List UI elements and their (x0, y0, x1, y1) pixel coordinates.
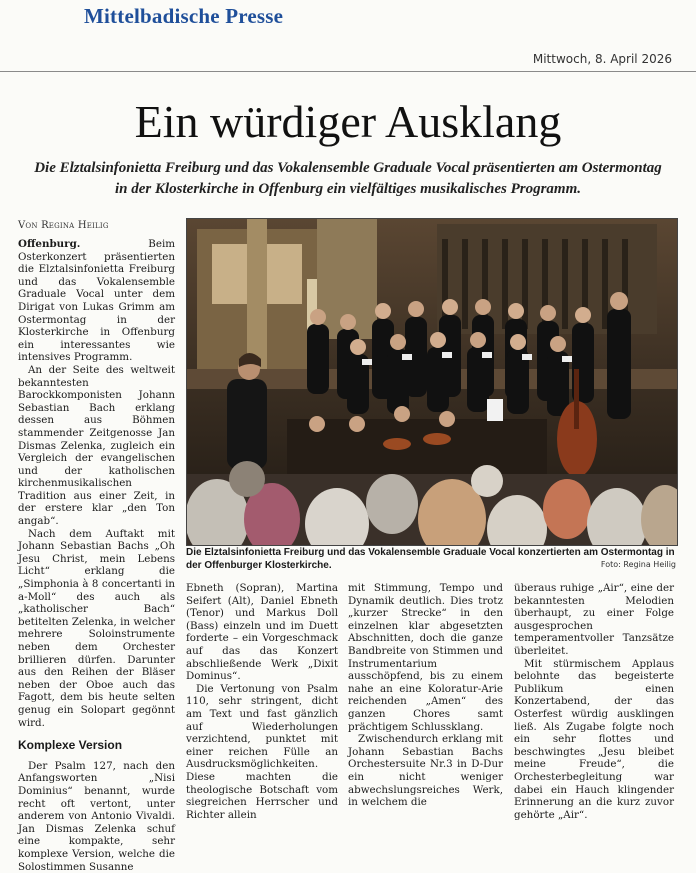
article-column-4 (514, 582, 674, 821)
paragraph-8: Zwischendurch erklang mit Johann Sebastian Bachs Orchestersuite Nr.3 in D-Dur ein nicht weniger abwechslungsreiches Werk, in welchem die (348, 733, 503, 809)
paragraph-5: Ebneth (Sopran), Martina Seifert (Alt), Daniel Ebneth (Tenor) und Markus Doll (Bass) einzeln und im Duett forderte – ein Vorgeschmack auf das das Konzert abschließende Werk „Dixit Dominus“. (186, 582, 338, 683)
photo-credit: Foto: Regina Heilig (600, 560, 676, 569)
paragraph-4: Der Psalm 127, nach den Anfangsworten „Nisi Dominius“ benannt, wurde recht oft vertont, unter anderem von Antonio Vivaldi. Jan Dismas Zelenka schuf eine kompakte, sehr komplexe Version, welche die Solostimmen Susanne (18, 759, 175, 873)
headline: Ein würdiger Ausklang (134, 96, 562, 147)
photo-caption: Die Elztalsinfonietta Freiburg und das Vokalensemble Graduale Vocal konzertierten am Ostermontag in der Offenburger Klosterkirche. (186, 547, 675, 571)
paragraph-2: An der Seite des weltweit bekanntesten Barockkomponisten Johann Sebastian Bach erklang dessen aus Böhmen stammender Zeitgenosse Jan Dismas Zelenka, zugleich ein Vergleich der evangelischen und der katholischen kirchenmusikalischen Tradition aus einer Zeit, in der erstere klar „den Ton angab“. (18, 363, 175, 528)
paragraph-7: mit Stimmung, Tempo und Dynamik deutlich. Dies trotz „kurzer Strecke“ in den einzelnen klar abgesetzten Abschnitten, doch die ganze Bandbreite von Stimmen und Instrumentarium ausschöpfend, bis zu einem nahe an eine Koloratur-Arie reichenden „Amen“ des ganzen Chores samt prächtigem Schlussklang. (348, 582, 503, 733)
paragraph-6: Die Vertonung von Psalm 110, sehr stringent, dicht am Text und fast gänzlich auf Wiederholungen verzichtend, punktet mit einer reichen Fülle an Ausdrucksmöglichkeiten. Diese machten die theologische Botschaft vom siegreichen Herrscher und Richter allein (186, 682, 338, 821)
paragraph-1-text: Beim Osterkonzert präsentierten die Elztalsinfonietta Freiburg und das Vokalensemble Graduale Vocal unter dem Dirigat von Lukas Grimm am Ostermontag in der Klosterkirche in Offenburg ein interessantes wie intensives Programm. (18, 238, 175, 364)
article-column-3 (348, 582, 503, 809)
paragraph-9: überaus ruhige „Air“, eine der bekanntesten Melodien überhaupt, zu einer Folge ausgesprochen temperamentvoller Tanzsätze überleitet. (514, 582, 674, 657)
concert-photo (186, 218, 678, 546)
concert-photo-illustration (187, 219, 677, 545)
lead-place: Offenburg. (18, 238, 81, 250)
header-rule (0, 71, 696, 72)
article-column-1 (18, 238, 175, 873)
paragraph-3: Nach dem Auftakt mit Johann Sebastian Bachs „Oh Jesu Christ, mein Lebens Licht“ erklang die „Simphonia à 8 concertanti in a-Moll“ des auch als „katholischer Bach“ betitelten Zelenka, in welcher mehrere Soloinstrumente neben dem Orchester brillieren dürfen. Darunter aus den Reihen der Bläser neben der Oboe auch das Fagott, dem bis heute selten genug ein Solopart gegönnt wird. (18, 527, 175, 729)
publication-date: Mittwoch, 8. April 2026 (532, 52, 672, 66)
byline: Von Regina Heilig (18, 220, 109, 231)
masthead: Mittelbadische Presse (84, 4, 284, 28)
paragraph-10: Mit stürmischem Applaus belohnte das begeisterte Publikum einen Konzertabend, der das Osterfest würdig ausklingen ließ. Als Zugabe folgte noch ein sehr flottes und beschwingtes „Jesu bleibet meine Freude“, die Orchesterbegleitung war dabei ein Hauch klingender Erinnerung an die kurz zuvor gehörte „Air“. (514, 657, 674, 821)
paragraph-1 (18, 238, 175, 364)
article-column-2 (186, 582, 338, 821)
deck: Die Elztalsinfonietta Freiburg und das Vokalensemble Graduale Vocal präsentierten am Ostermontag in der Klosterkirche in Offenburg ein vielfältiges musikalisches Programm. (34, 160, 662, 197)
subhead: Komplexe Version (18, 738, 123, 753)
